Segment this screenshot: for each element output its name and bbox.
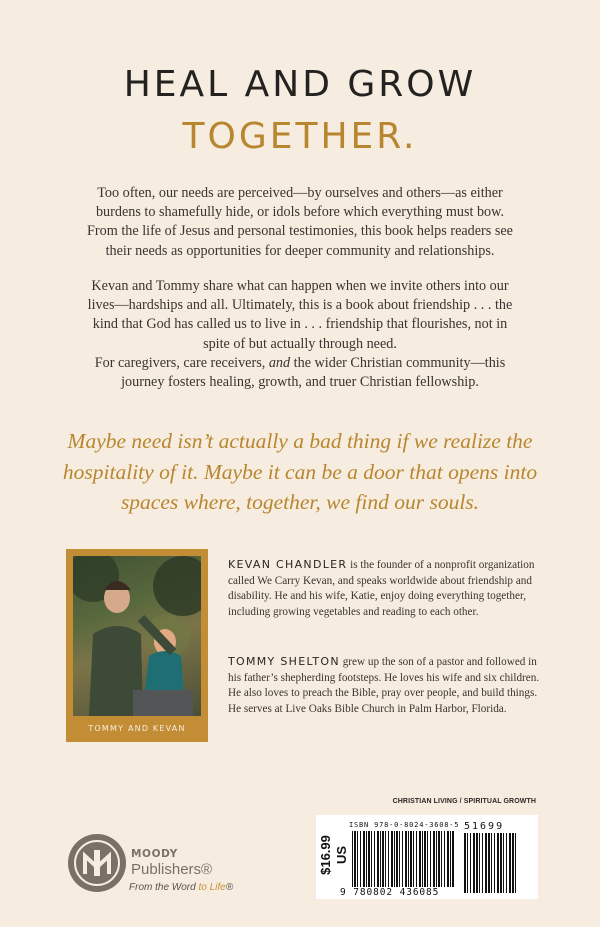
- isbn-label: ISBN 978-0-8024-3608-5: [349, 821, 460, 829]
- barcode-panel: [316, 815, 538, 899]
- publisher-name: MOODY: [131, 848, 178, 860]
- photo-caption: TOMMY AND KEVAN: [88, 724, 186, 733]
- tagline-after: ®: [225, 882, 234, 893]
- publisher-tagline: [129, 882, 233, 893]
- tagline-before: From the Word: [129, 882, 199, 893]
- blurb-paragraph-3: [86, 354, 514, 392]
- blurb-paragraph-1: Too often, our needs are perceived—by ourselves and others—as either burdens to shamefully hide, or idols before which everything must bow. From the life of Jesus and personal testimonies, this book helps readers see their needs as opportunities for deeper community and relationships.: [87, 185, 513, 259]
- blurb-p3-after: the wider Christian community—this journey fosters healing, growth, and truer Christian fellowship.: [121, 355, 506, 391]
- author-photo-frame: [66, 549, 208, 742]
- bio-tommy: [228, 654, 540, 717]
- publisher-name-line-2: Publishers®: [131, 861, 213, 878]
- moody-logo-ring: [74, 840, 120, 886]
- bio-tommy-text: grew up the son of a pastor and followed in his father’s shepherding footsteps. He loves his wife and six children. He also loves to preach the Bible, pray over people, and build things. He serves at Live Oaks Bible Church in Palm Harbor, Florida.: [228, 656, 540, 715]
- bio-kevan: [228, 557, 540, 620]
- isbn-barcode-icon: [352, 831, 454, 887]
- category-label: CHRISTIAN LIVING / SPIRITUAL GROWTH: [392, 798, 536, 805]
- price-barcode-icon: [464, 833, 518, 893]
- author-photo: [73, 556, 201, 716]
- tagline-accent: to Life: [198, 882, 226, 893]
- moody-logo-mark: [76, 842, 118, 884]
- blurb-paragraph-2: Kevan and Tommy share what can happen when we invite others into our lives—hardships and all. Ultimately, this is a book about friendship . . . the kind that God has called us to live in . . . friendship that flourishes, not in spite of but actually through need.: [87, 278, 513, 352]
- price-code: 51699: [464, 821, 505, 832]
- bio-kevan-name: KEVAN CHANDLER: [228, 558, 348, 571]
- pull-quote: Maybe need isn’t actually a bad thing if we realize the hospitality of it. Maybe it can be a door that opens into spaces where, together, we find our souls.: [62, 429, 538, 514]
- bio-kevan-text: is the founder of a nonprofit organization called We Carry Kevan, and speaks worldwide about friendship and disability. He and his wife, Katie, enjoy doing everything together, including growing vegetables and reading to each other.: [228, 559, 535, 618]
- author-photo-illustration: [73, 556, 201, 716]
- headline-line-1: HEAL AND GROW: [123, 64, 477, 105]
- bio-tommy-name: TOMMY SHELTON: [228, 655, 340, 668]
- headline-line-2: TOGETHER.: [182, 116, 418, 157]
- price-label: $16.99 US: [318, 835, 349, 875]
- blurb-p3-emphasis: and: [268, 355, 291, 371]
- moody-logo-icon: [68, 834, 126, 892]
- barcode-digits: 9 780802 436085: [340, 887, 440, 898]
- blurb-p3-before: For caregivers, care receivers,: [94, 355, 269, 371]
